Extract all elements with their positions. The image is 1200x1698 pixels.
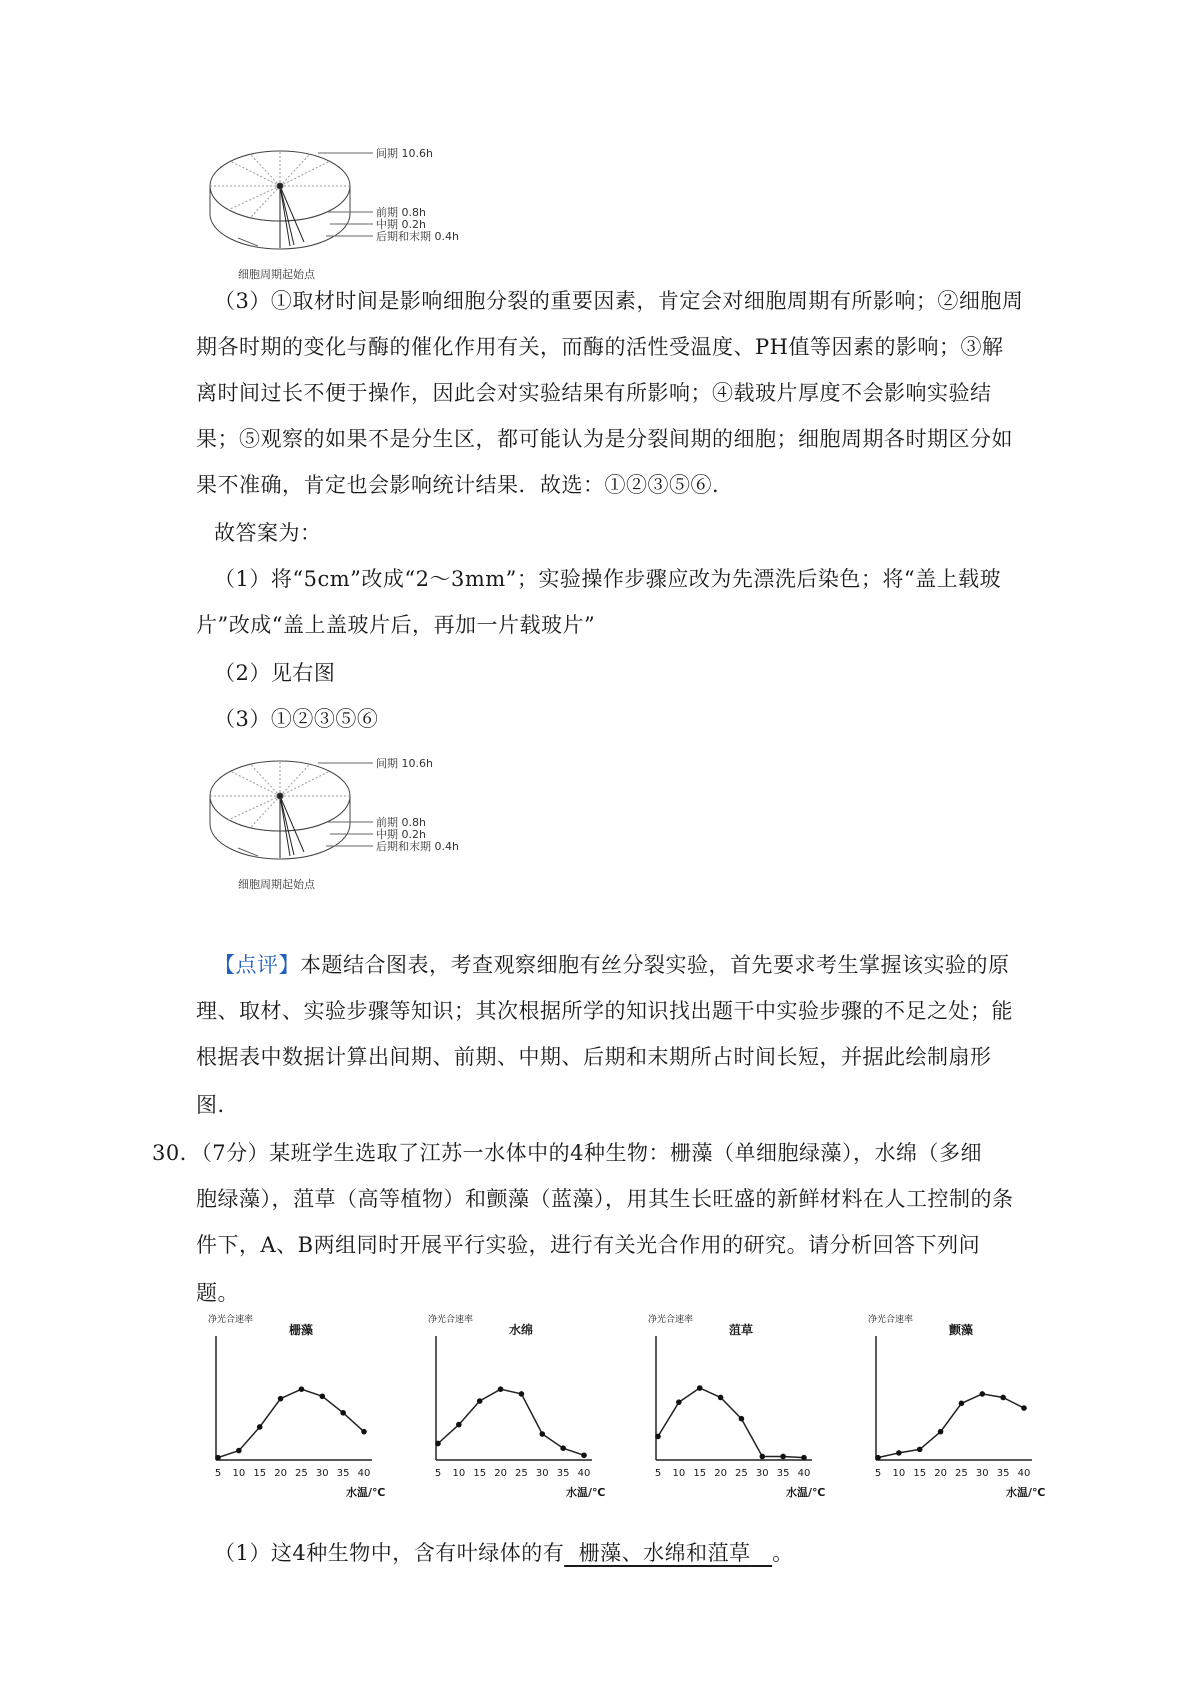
data-point <box>498 1386 504 1392</box>
x-axis-label: 水温/℃ <box>346 1486 386 1499</box>
paragraph-line: （2）见右图 <box>214 661 336 685</box>
paragraph-line: （1）将“5cm”改成“2～3mm”；实验操作步骤应改为先漂洗后染色；将“盖上载玻 <box>214 567 1002 591</box>
question-30-sub1 <box>214 1538 794 1568</box>
data-point <box>759 1454 765 1460</box>
data-point <box>257 1424 263 1430</box>
comment-text: 本题结合图表，考查观察细胞有丝分裂实验，首先要求考生掌握该实验的原 <box>300 953 1010 977</box>
x-axis-label: 水温/℃ <box>1006 1486 1046 1499</box>
x-tick-label: 5 <box>874 1468 882 1479</box>
x-tick-label: 15 <box>913 1468 927 1479</box>
chart-shuimian <box>428 1312 618 1502</box>
chart-title: 颤藻 <box>949 1323 974 1337</box>
x-tick-label: 35 <box>336 1468 350 1479</box>
data-point <box>875 1455 881 1461</box>
pie-label-anaphase-telophase: 后期和末期 0.4h <box>376 840 459 853</box>
series-line <box>218 1389 364 1457</box>
x-tick-label: 35 <box>996 1468 1010 1479</box>
pie-label-prophase: 前期 0.8h <box>376 206 426 219</box>
x-tick-label: 20 <box>714 1468 727 1479</box>
data-point <box>519 1391 525 1397</box>
chart-title: 菹草 <box>729 1323 754 1337</box>
data-point <box>299 1386 305 1392</box>
x-tick-label: 5 <box>654 1468 662 1479</box>
paragraph-line: 离时间过长不便于操作，因此会对实验结果有所影响；④载玻片厚度不会影响实验结 <box>196 381 992 405</box>
x-tick-label: 15 <box>473 1468 487 1479</box>
x-tick-label: 5 <box>214 1468 222 1479</box>
pie-label-interphase: 间期 10.6h <box>376 147 433 160</box>
pie-caption: 细胞周期起始点 <box>238 268 315 281</box>
question-30-line: 件下，A、B两组同时开展平行实验，进行有关光合作用的研究。请分析回答下列问 <box>196 1233 981 1257</box>
x-tick-label: 40 <box>357 1468 371 1479</box>
x-tick-label: 10 <box>452 1468 466 1479</box>
paragraph-line: （3）①②③⑤⑥ <box>214 707 379 731</box>
x-tick-label: 10 <box>672 1468 686 1479</box>
x-tick-label: 25 <box>735 1468 748 1479</box>
data-point <box>697 1385 703 1391</box>
paragraph-line: 果不准确，肯定也会影响统计结果．故选：①②③⑤⑥． <box>196 473 734 497</box>
sub1-prefix: （1）这4种生物中，含有叶绿体的有 <box>214 1541 565 1565</box>
paragraph-line: 片”改成“盖上盖玻片后，再加一片载玻片” <box>196 613 596 637</box>
chart-title: 栅藻 <box>289 1323 314 1337</box>
data-point <box>340 1410 346 1416</box>
x-tick-label: 25 <box>955 1468 968 1479</box>
paragraph-line: 故答案为： <box>214 521 322 545</box>
data-point <box>539 1431 545 1437</box>
data-point <box>979 1391 985 1397</box>
x-tick-label: 40 <box>797 1468 811 1479</box>
data-point <box>676 1399 682 1405</box>
data-point <box>896 1450 902 1456</box>
data-point <box>739 1416 745 1422</box>
data-point <box>780 1454 786 1460</box>
x-axis-label: 水温/℃ <box>566 1486 606 1499</box>
data-point <box>236 1448 242 1454</box>
x-tick-label: 35 <box>776 1468 790 1479</box>
series-line <box>878 1394 1024 1458</box>
pie-label-anaphase-telophase: 后期和末期 0.4h <box>376 230 459 243</box>
paragraph-line: 果；⑤观察的如果不是分生区，都可能认为是分裂间期的细胞；细胞周期各时期区分如 <box>196 427 1013 451</box>
data-point <box>319 1393 325 1399</box>
chart-title: 水绵 <box>509 1323 534 1337</box>
data-point <box>801 1455 807 1461</box>
data-point <box>655 1434 661 1440</box>
comment-line: 根据表中数据计算出间期、前期、中期、后期和末期所占时间长短，并据此绘制扇形 <box>196 1045 992 1069</box>
sub1-answer: 栅藻、水绵和菹草 <box>578 1541 751 1565</box>
data-point <box>718 1395 724 1401</box>
data-point <box>917 1447 923 1453</box>
comment-line: 图． <box>196 1093 239 1117</box>
pie-caption: 细胞周期起始点 <box>238 878 315 891</box>
x-tick-label: 40 <box>1017 1468 1031 1479</box>
data-point <box>560 1445 566 1451</box>
x-tick-label: 20 <box>934 1468 947 1479</box>
chart-chanzao <box>868 1312 1058 1502</box>
data-point <box>278 1396 284 1402</box>
x-axis-label: 水温/℃ <box>786 1486 826 1499</box>
x-tick-label: 35 <box>556 1468 570 1479</box>
comment-tag: 【点评】 <box>214 953 300 977</box>
pie-label-prophase: 前期 0.8h <box>376 816 426 829</box>
data-point <box>456 1422 462 1428</box>
chart-zucao <box>648 1312 838 1502</box>
pie-label-metaphase: 中期 0.2h <box>376 218 426 231</box>
data-point <box>361 1429 367 1435</box>
pie-label-metaphase: 中期 0.2h <box>376 828 426 841</box>
x-tick-label: 10 <box>892 1468 906 1479</box>
chart-shanzao <box>208 1312 398 1502</box>
comment-line: 理、取材、实验步骤等知识；其次根据所学的知识找出题干中实验步骤的不足之处；能 <box>196 999 1013 1023</box>
x-tick-label: 15 <box>253 1468 267 1479</box>
data-point <box>1021 1405 1027 1411</box>
paragraph-line: （3）①取材时间是影响细胞分裂的重要因素，肯定会对细胞周期有所影响；②细胞周 <box>214 289 1024 313</box>
series-line <box>658 1388 804 1458</box>
data-point <box>215 1455 221 1461</box>
x-tick-label: 30 <box>315 1468 329 1479</box>
y-axis-label: 净光合速率 <box>868 1315 914 1325</box>
x-tick-label: 10 <box>232 1468 246 1479</box>
x-tick-label: 20 <box>494 1468 507 1479</box>
y-axis-label: 净光合速率 <box>208 1315 254 1325</box>
x-tick-label: 15 <box>693 1468 707 1479</box>
x-tick-label: 25 <box>515 1468 528 1479</box>
data-point <box>435 1441 441 1447</box>
data-point <box>959 1401 965 1407</box>
x-tick-label: 30 <box>755 1468 769 1479</box>
y-axis-label: 净光合速率 <box>428 1315 474 1325</box>
data-point <box>938 1429 944 1435</box>
comment-line <box>214 950 1010 980</box>
data-point <box>581 1452 587 1458</box>
x-tick-label: 25 <box>295 1468 308 1479</box>
x-tick-label: 5 <box>434 1468 442 1479</box>
y-axis-label: 净光合速率 <box>648 1315 694 1325</box>
question-30-line: 胞绿藻），菹草（高等植物）和颤藻（蓝藻），用其生长旺盛的新鲜材料在人工控制的条 <box>196 1187 1014 1211</box>
x-tick-label: 30 <box>975 1468 989 1479</box>
question-30-line: 题。 <box>196 1281 239 1305</box>
cell-cycle-pie-figure-2 <box>208 748 508 898</box>
x-tick-label: 20 <box>274 1468 287 1479</box>
data-point <box>1000 1395 1006 1401</box>
paragraph-line: 期各时期的变化与酶的催化作用有关，而酶的活性受温度、PH值等因素的影响；③解 <box>196 335 1004 359</box>
x-tick-label: 30 <box>535 1468 549 1479</box>
sub1-suffix: 。 <box>772 1541 794 1565</box>
cell-cycle-pie-figure-1 <box>208 138 508 288</box>
question-30-line: 30．（7分）某班学生选取了江苏一水体中的4种生物：栅藻（单细胞绿藻），水绵（多细 <box>152 1141 982 1165</box>
x-tick-label: 40 <box>577 1468 591 1479</box>
pie-label-interphase: 间期 10.6h <box>376 757 433 770</box>
data-point <box>477 1398 483 1404</box>
